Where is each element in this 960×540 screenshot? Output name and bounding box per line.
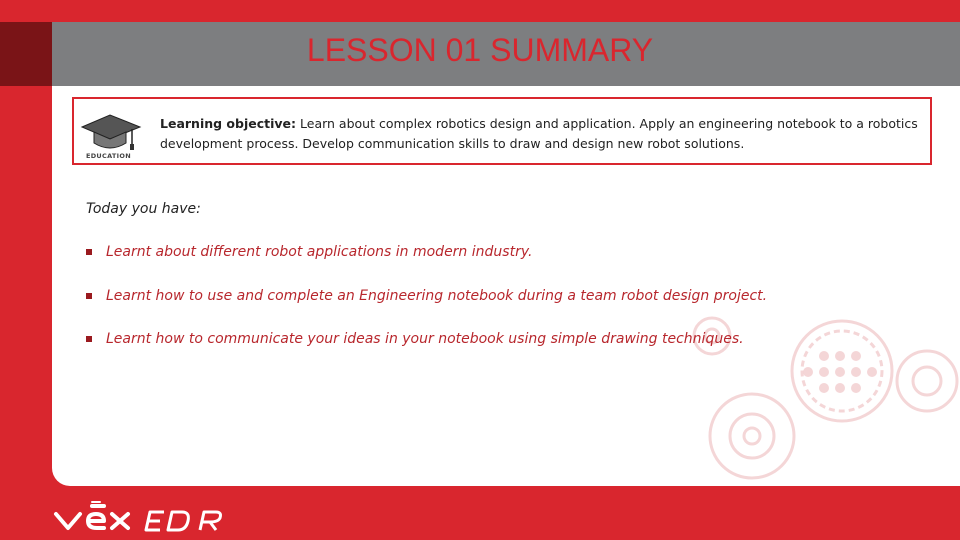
bullet-square-icon [86,336,92,342]
bullet-text: Learnt how to use and complete an Engineering notebook during a team robot design project. [106,287,768,304]
bullet-square-icon [86,249,92,255]
content-panel [52,86,960,486]
vex-edr-logo [52,500,252,536]
bullet-text: Learnt how to communicate your ideas in your notebook using simple drawing techniques. [106,331,744,347]
page-title: LESSON 01 SUMMARY [306,32,654,68]
learning-objective-box [72,97,932,165]
bullet-square-icon [86,293,92,299]
education-caption: EDUCATION [86,152,131,160]
bullet-text: Learnt about different robot applications in modern industry. [106,244,533,260]
summary-intro: Today you have: [86,201,201,217]
learning-objective-body: Learn about complex robotics design and application. Apply an engineering notebook to a robotics development process. Develop communication skills to draw and design new robot solutions. [160,116,918,151]
learning-objective-label: Learning objective: [160,116,297,131]
learning-objective-text [160,114,930,154]
